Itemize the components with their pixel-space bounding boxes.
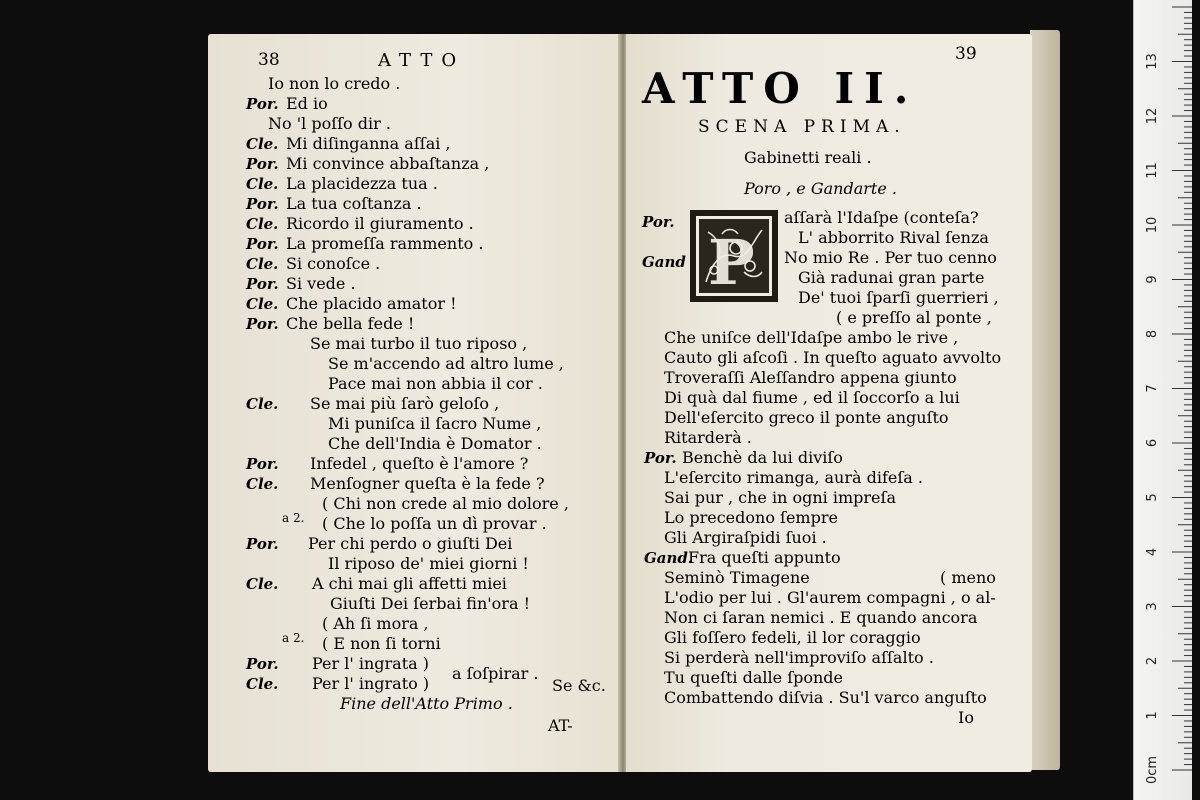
text-line: Fra queſti appunto — [688, 548, 841, 567]
speaker-label: Por. — [246, 455, 279, 473]
speaker-label: Cle. — [246, 295, 279, 313]
text-line: Che dell'India è Domator . — [328, 434, 542, 453]
speaker-label: Por. — [246, 535, 279, 553]
text-line: Ed io — [286, 94, 328, 113]
speaker-label: Cle. — [246, 135, 279, 153]
text-line: L'odio per lui . Gl'aurem compagni , o al- — [664, 588, 996, 607]
text-line: La placidezza tua . — [286, 174, 438, 193]
speaker-label: Por. — [644, 449, 677, 467]
ruler-label: 11 — [1145, 162, 1160, 179]
text-line: Menſogner queſta è la fede ? — [310, 474, 545, 493]
speaker-por: Por. — [642, 213, 675, 231]
ruler-label: 3 — [1145, 602, 1160, 611]
speaker-label: Por. — [246, 155, 279, 173]
text-line: Io non lo credo . — [268, 74, 401, 93]
text-line: Se mai più ſarò geloſo , — [310, 394, 500, 413]
text-line: ( Ah ſi mora , — [322, 614, 429, 633]
text-line: Si vede . — [286, 274, 356, 293]
sospirar-text: a ſoſpirar . — [452, 664, 539, 683]
ruler-label: 0cm — [1145, 755, 1160, 785]
text-line: La promeſſa rammento . — [286, 234, 484, 253]
text-line: Seminò Timagene — [664, 568, 810, 587]
speaker-label: Cle. — [246, 255, 279, 273]
speaker-label: Gand. — [644, 549, 694, 567]
ruler-label: 6 — [1145, 438, 1160, 448]
speaker-label: Por. — [246, 655, 279, 673]
se-etc-text: Se &c. — [552, 676, 606, 695]
page-edges — [1030, 30, 1060, 770]
text-line: Combattendo diſvia . Su'l varco anguſto — [664, 688, 987, 707]
speaker-gand: Gand — [642, 253, 686, 271]
speaker-label: Por. — [246, 95, 279, 113]
initial-paragraph-line: L' abborrito Rival ſenza — [798, 228, 989, 247]
text-line: L'eſercito rimanga, aurà difeſa . — [664, 468, 923, 487]
a-due-label-1: a 2. — [282, 511, 305, 525]
setting-text: Gabinetti reali . — [744, 148, 872, 167]
ruler-label: 10 — [1145, 216, 1160, 234]
text-line: Che placido amator ! — [286, 294, 457, 313]
ruler-label: 12 — [1145, 107, 1160, 125]
text-line: Ritarderà . — [664, 428, 752, 447]
text-line: La tua coſtanza . — [286, 194, 422, 213]
decorated-initial-art — [692, 212, 776, 300]
text-line: ( Che lo poſſa un dì provar . — [322, 514, 547, 533]
text-line: Si perderà nell'improviſo aſſalto . — [664, 648, 934, 667]
speaker-label: Cle. — [246, 215, 279, 233]
speaker-label: Cle. — [246, 575, 279, 593]
speaker-label: Cle. — [246, 475, 279, 493]
text-line: Gli foſſero fedeli, il lor coraggio — [664, 628, 921, 647]
ruler-label: 1 — [1145, 711, 1160, 720]
text-line: Giuſti Dei ſerbai fin'ora ! — [330, 594, 530, 613]
ruler-label: 4 — [1145, 547, 1160, 557]
ruler-label: 8 — [1145, 329, 1160, 339]
speaker-label: Cle. — [246, 395, 279, 413]
initial-paragraph-line: aſſarà l'Idaſpe (conteſa? — [784, 208, 979, 227]
text-line: Pace mai non abbia il cor . — [328, 374, 543, 393]
text-line: Se m'accendo ad altro lume , — [328, 354, 564, 373]
right-page-number: 39 — [955, 44, 977, 64]
ruler-scale — [1134, 0, 1192, 800]
initial-paragraph-line: De' tuoi ſparſi guerrieri , — [798, 288, 999, 307]
speaker-label: Por. — [246, 235, 279, 253]
text-line: Si conoſce . — [286, 254, 381, 273]
left-page-number: 38 — [258, 50, 280, 70]
text-line: Mi diſinganna aſſai , — [286, 134, 451, 153]
speaker-label: Por. — [246, 275, 279, 293]
act-title: ATTO II. — [642, 64, 919, 113]
text-line: Per chi perdo o giuſti Dei — [308, 534, 513, 553]
ruler-label: 7 — [1145, 384, 1160, 393]
text-line: Per l' ingrata ) — [312, 654, 429, 673]
scene-title: SCENA PRIMA. — [698, 117, 906, 137]
left-catchword: AT- — [548, 716, 573, 735]
text-line: Lo precedono ſempre — [664, 508, 838, 527]
text-line: Per l' ingrato ) — [312, 674, 430, 693]
text-line: Se mai turbo il tuo riposo , — [310, 334, 528, 353]
a-due-label-2: a 2. — [282, 631, 305, 645]
text-line: Mi convince abbaſtanza , — [286, 154, 490, 173]
initial-letter: P — [708, 226, 755, 299]
text-line: ( E non ſi torni — [322, 634, 441, 653]
text-line: Sai pur , che in ogni impreſa — [664, 488, 896, 507]
text-line: Gli Argiraſpidi ſuoi . — [664, 528, 827, 547]
text-line: Tu queſti dalle ſponde — [664, 668, 844, 687]
text-line: Di quà dal fiume , ed il ſoccorſo a lui — [664, 388, 960, 407]
ruler-label: 5 — [1145, 493, 1160, 502]
measuring-ruler — [1133, 0, 1192, 800]
text-line: No 'l poſſo dir . — [268, 114, 391, 133]
text-line: ( Chi non crede al mio dolore , — [322, 494, 569, 513]
meno-text: ( meno — [940, 568, 996, 587]
text-line: Troveraſſi Aleſſandro appena giunto — [664, 368, 957, 387]
right-catchword: Io — [958, 708, 974, 727]
speaker-label: Por. — [246, 195, 279, 213]
text-line: Il riposo de' miei giorni ! — [328, 554, 529, 573]
end-of-act-text: Fine dell'Atto Primo . — [340, 694, 513, 713]
characters-text: Poro , e Gandarte . — [744, 179, 897, 198]
text-line: Dell'eſercito greco il ponte anguſto — [664, 408, 949, 427]
text-line: Ricordo il giuramento . — [286, 214, 474, 233]
initial-paragraph-line: No mio Re . Per tuo cenno — [784, 248, 997, 267]
ruler-label: 13 — [1145, 53, 1160, 70]
text-line: Infedel , queſto è l'amore ? — [310, 454, 529, 473]
text-line: Cauto gli aſcoſi . In queſto aguato avvolto — [664, 348, 1002, 367]
decorated-initial — [690, 210, 778, 302]
left-running-head: ATTO — [378, 50, 466, 71]
text-line: Che uniſce dell'Idaſpe ambo le rive , — [664, 328, 959, 347]
ruler-label: 9 — [1145, 275, 1160, 284]
speaker-label: Cle. — [246, 175, 279, 193]
text-line: Non ci ſaran nemici . E quando ancora — [664, 608, 978, 627]
text-line: Mi puniſca il ſacro Nume , — [328, 414, 542, 433]
text-line: Che bella fede ! — [286, 314, 415, 333]
text-line: A chi mai gli affetti miei — [312, 574, 507, 593]
speaker-label: Cle. — [246, 675, 279, 693]
initial-paragraph-line: ( e preſſo al ponte , — [836, 308, 992, 327]
speaker-label: Por. — [246, 315, 279, 333]
ruler-label: 2 — [1145, 656, 1160, 666]
initial-paragraph-line: Già radunai gran parte — [798, 268, 985, 287]
text-line: Benchè da lui diviſo — [682, 448, 843, 467]
